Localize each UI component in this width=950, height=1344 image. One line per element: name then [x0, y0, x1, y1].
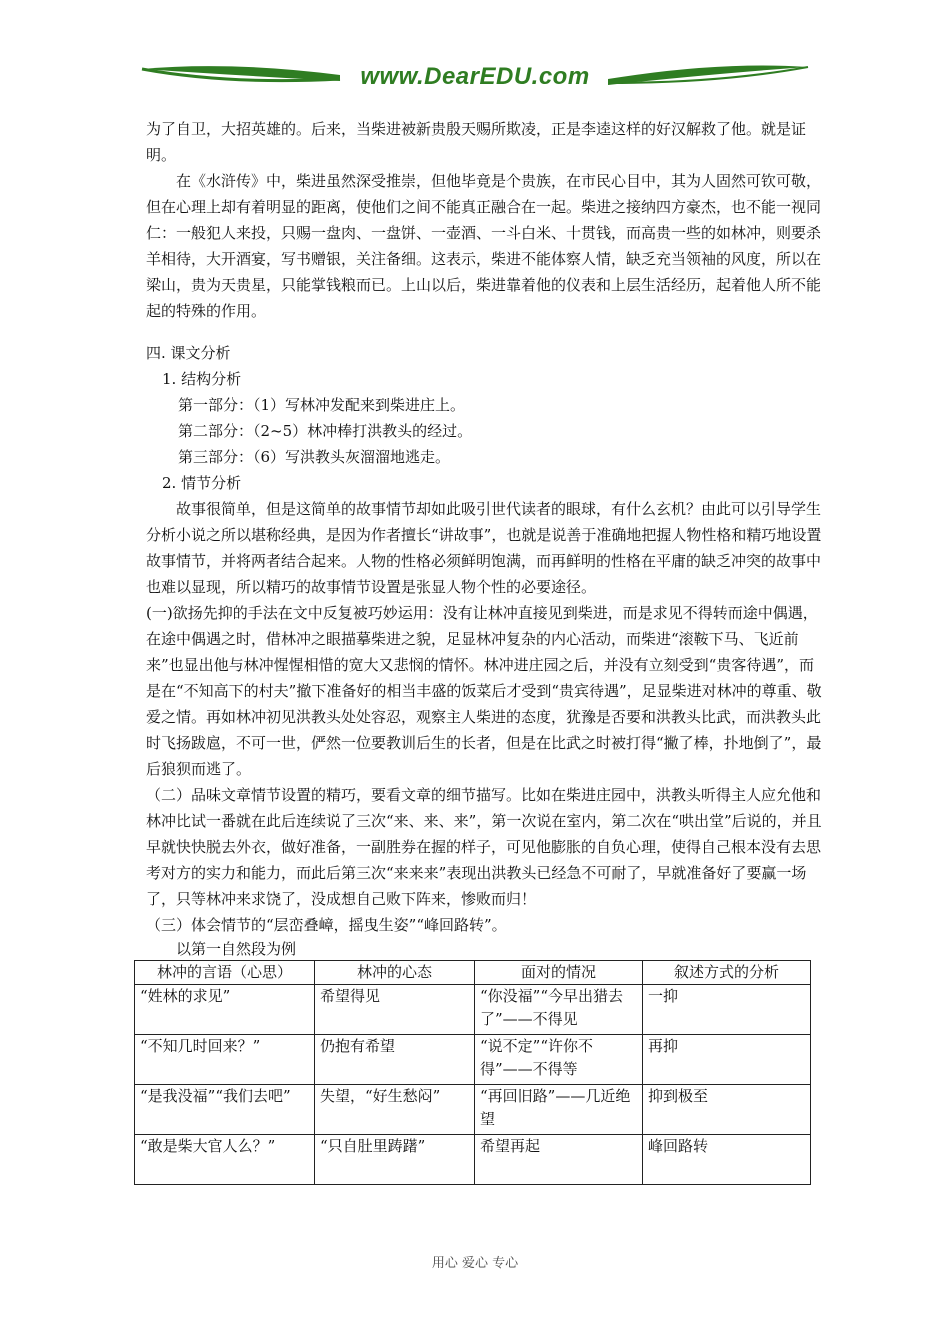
table-cell: 一抑 [643, 985, 811, 1035]
structure-part-1: 第一部分：（1）写林冲发配来到柴进庄上。 [178, 396, 466, 414]
table-cell: 失望，“好生愁闷” [315, 1085, 475, 1135]
paragraph-technique-1: (一)欲扬先抑的手法在文中反复被巧妙运用：没有让林冲直接见到柴进，而是求见不得转而途中偶遇，在途中偶遇之时，借林冲之眼描摹柴进之貌，足显林冲复杂的内心活动，而柴进“滚鞍下马、飞近前来”也显出他与林冲惺惺相惜的宽大又悲悯的情怀。林冲进庄园之后，并没有立刻受到“贵客待遇”，而是在“不知高下的村夫”撤下准备好的相当丰盛的饭菜后才受到“贵宾待遇”，足显柴进对林冲的尊重、敬爱之情。再如林冲初见洪教头处处容忍，观察主人柴进的态度，犹豫是否要和洪教头比武，而洪教头此时飞扬跋扈，不可一世，俨然一位要教训后生的长者，但是在比武之时被打得“撇了棒，扑地倒了”，最后狼狈而逃了。 [146, 604, 822, 778]
table-cell: 再抑 [643, 1035, 811, 1085]
analysis-table [134, 960, 811, 1185]
column-header: 面对的情况 [475, 961, 643, 985]
document-body [140, 116, 822, 1185]
table-cell: “不知几时回来？” [135, 1035, 315, 1085]
table-cell: 仍抱有希望 [315, 1035, 475, 1085]
table-header-row [135, 961, 811, 985]
table-cell: 希望再起 [475, 1135, 643, 1185]
column-header: 林冲的言语（心思） [135, 961, 315, 985]
column-header: 叙述方式的分析 [643, 961, 811, 985]
subsection-structure: 1. 结构分析 [162, 370, 242, 388]
table-row [135, 1035, 811, 1085]
paragraph-technique-2: （二）品味文章情节设置的精巧，要看文章的细节描写。比如在柴进庄园中，洪教头听得主人应允他和林冲比试一番就在此后连续说了三次“来、来、来”，第一次说在室内，第二次在“哄出堂”后说的，并且早就快快脱去外衣，做好准备，一副胜券在握的样子，可见他膨胀的自负心理，使得自己根本没有去思考对方的实力和能力，而此后第三次“来来来”表现出洪教头已经急不可耐了，早就准备好了要赢一场了，只等林冲来求饶了，没成想自己败下阵来，惨败而归！ [146, 786, 822, 908]
table-cell: “敢是柴大官人么？” [135, 1135, 315, 1185]
structure-part-2: 第二部分：（2~5）林冲棒打洪教头的经过。 [178, 422, 473, 440]
subsection-plot: 2. 情节分析 [162, 474, 242, 492]
page-header [140, 55, 810, 105]
paragraph-plot-intro: 故事很简单，但是这简单的故事情节却如此吸引世代读者的眼球，有什么玄机？由此可以引导学生分析小说之所以堪称经典，是因为作者擅长“讲故事”，也就是说善于准确地把握人物性格和精巧地设置故事情节，并将两者结合起来。人物的性格必须鲜明饱满，而再鲜明的性格在平庸的缺乏冲突的故事中也难以显现，所以精巧的故事情节设置是张显人物个性的必要途径。 [146, 500, 822, 596]
table-cell: “再回旧路”——几近绝望 [475, 1085, 643, 1135]
table-cell: “你没福”“今早出猎去了”——不得见 [475, 985, 643, 1035]
table-cell: “是我没福”“我们去吧” [135, 1085, 315, 1135]
table-cell: 峰回路转 [643, 1135, 811, 1185]
table-row [135, 985, 811, 1035]
table-cell: 抑到极至 [643, 1085, 811, 1135]
paragraph-chai-jin-analysis: 在《水浒传》中，柴进虽然深受推崇，但他毕竟是个贵族，在市民心目中，其为人固然可钦可敬，但在心理上却有着明显的距离，使他们之间不能真正融合在一起。柴进之接纳四方豪杰，也不能一视同仁：一般犯人来投，只赐一盘肉、一盘饼、一壶酒、一斗白米、十贯钱，而高贵一些的如林冲，则要杀羊相待，大开酒宴，写书赠银，关注备细。这表示，柴进不能体察人情，缺乏充当领袖的风度，所以在梁山，贵为天贵星，只能掌钱粮而已。上山以后，柴进靠着他的仪表和上层生活经历，起着他人所不能起的特殊的作用。 [146, 172, 822, 320]
table-caption: 以第一自然段为例 [176, 940, 297, 958]
site-logo: www.DearEDU.com [360, 63, 590, 90]
section-title: 四. 课文分析 [146, 344, 231, 362]
table-row [135, 1135, 811, 1185]
table-cell: “姓林的求见” [135, 985, 315, 1035]
page-footer: 用心 爱心 专心 [431, 1256, 519, 1271]
table-cell: “说不定”“许你不得”——不得等 [475, 1035, 643, 1085]
table-cell: 希望得见 [315, 985, 475, 1035]
paragraph-technique-3: （三）体会情节的“层峦叠嶂，摇曳生姿”“峰回路转”。 [146, 916, 507, 934]
structure-part-3: 第三部分：（6）写洪教头灰溜溜地逃走。 [178, 448, 451, 466]
paragraph-chai-jin-rescue: 为了自卫，大招英雄的。后来，当柴进被新贵殷天赐所欺凌，正是李逵这样的好汉解救了他。就是证明。 [146, 120, 807, 164]
table-row [135, 1085, 811, 1135]
column-header: 林冲的心态 [315, 961, 475, 985]
table-cell: “只自肚里踌躇” [315, 1135, 475, 1185]
